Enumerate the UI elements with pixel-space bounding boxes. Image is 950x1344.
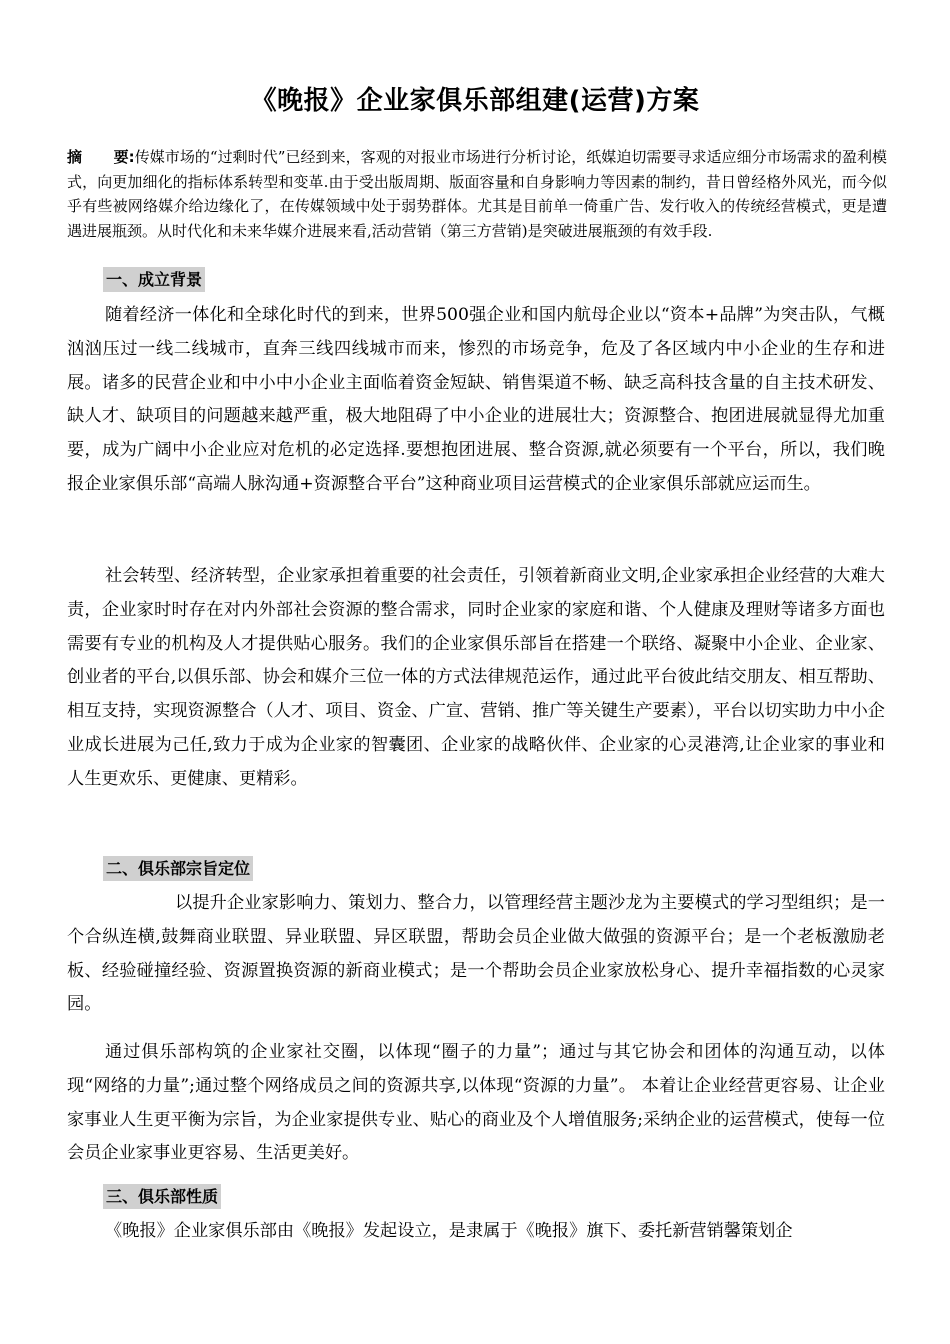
paragraph-purpose-1: 以提升企业家影响力、策划力、整合力，以管理经营主题沙龙为主要模式的学习型组织；是一个合纵连横,鼓舞商业联盟、异业联盟、异区联盟，帮助会员企业做大做强的资源平台；是一个老板激励老板、经验碰撞经验、资源置换资源的新商业模式；是一个帮助会员企业家放松身心、提升幸福指数的心灵家园。 <box>67 893 885 1015</box>
page-title: 《晚报》企业家俱乐部组建(运营)方案 <box>250 86 700 116</box>
paragraph-nature-1: 《晚报》企业家俱乐部由《晚报》发起设立，是隶属于《晚报》旗下、委托新营销馨策划企 <box>105 1221 793 1241</box>
abstract-label: 摘 要: <box>67 148 135 166</box>
abstract-text: 传媒市场的“过剩时代”已经到来，客观的对报业市场进行分析讨论，纸媒迫切需要寻求适应细分市场需求的盈利模式，向更加细化的指标体系转型和变革.由于受出版周期、版面容量和自身影响力等因素的制约，昔日曾经格外风光，而今似乎有些被网络媒介给边缘化了，在传媒领域中处于弱势群体。尤其是目前单一倚重广告、发行收入的传统经营模式，更是遭遇进展瓶颈。从时代化和未来华媒介进展来看,活动营销（第三方营销)是突破进展瓶颈的有效手段. <box>67 148 887 240</box>
section-heading-background: 一、成立背景 <box>103 267 205 292</box>
paragraph-purpose-2: 通过俱乐部构筑的企业家社交圈，以体现“圈子的力量”；通过与其它协会和团体的沟通互动，以体现“网络的力量”;通过整个网络成员之间的资源共享,以体现“资源的力量”。 本着让企业经营更容易、让企业家事业人生更平衡为宗旨，为企业家提供专业、贴心的商业及个人增值服务;采纳企业的运营模式，使每一位会员企业家事业更容易、生活更美好。 <box>67 1042 885 1164</box>
abstract <box>67 145 887 243</box>
paragraph-background-1: 随着经济一体化和全球化时代的到来，世界500强企业和国内航母企业以“资本+品牌”为突击队，气概汹汹压过一线二线城市，直奔三线四线城市而来，惨烈的市场竞争，危及了各区域内中小企业的生存和进展。诸多的民营企业和中小中小企业主面临着资金短缺、销售渠道不畅、缺乏高科技含量的自主技术研发、缺人才、缺项目的问题越来越严重，极大地阻碍了中小企业的进展壮大；资源整合、抱团进展就显得尤加重要，成为广阔中小企业应对危机的必定选择.要想抱团进展、整合资源,就必须要有一个平台，所以，我们晚报企业家俱乐部“高端人脉沟通+资源整合平台”这种商业项目运营模式的企业家俱乐部就应运而生。 <box>67 305 885 494</box>
section-heading-purpose: 二、俱乐部宗旨定位 <box>103 856 253 881</box>
section-heading-nature: 三、俱乐部性质 <box>103 1184 221 1209</box>
paragraph-background-2: 社会转型、经济转型，企业家承担着重要的社会责任，引领着新商业文明,企业家承担企业经营的大难大责，企业家时时存在对内外部社会资源的整合需求，同时企业家的家庭和谐、个人健康及理财等诸多方面也需要有专业的机构及人才提供贴心服务。我们的企业家俱乐部旨在搭建一个联络、凝聚中小企业、企业家、创业者的平台,以俱乐部、协会和媒介三位一体的方式法律规范运作，通过此平台彼此结交朋友、相互帮助、相互支持，实现资源整合（人才、项目、资金、广宣、营销、推广等关键生产要素），平台以切实助力中小企业成长进展为己任,致力于成为企业家的智囊团、企业家的战略伙伴、企业家的心灵港湾,让企业家的事业和人生更欢乐、更健康、更精彩。 <box>67 566 885 789</box>
